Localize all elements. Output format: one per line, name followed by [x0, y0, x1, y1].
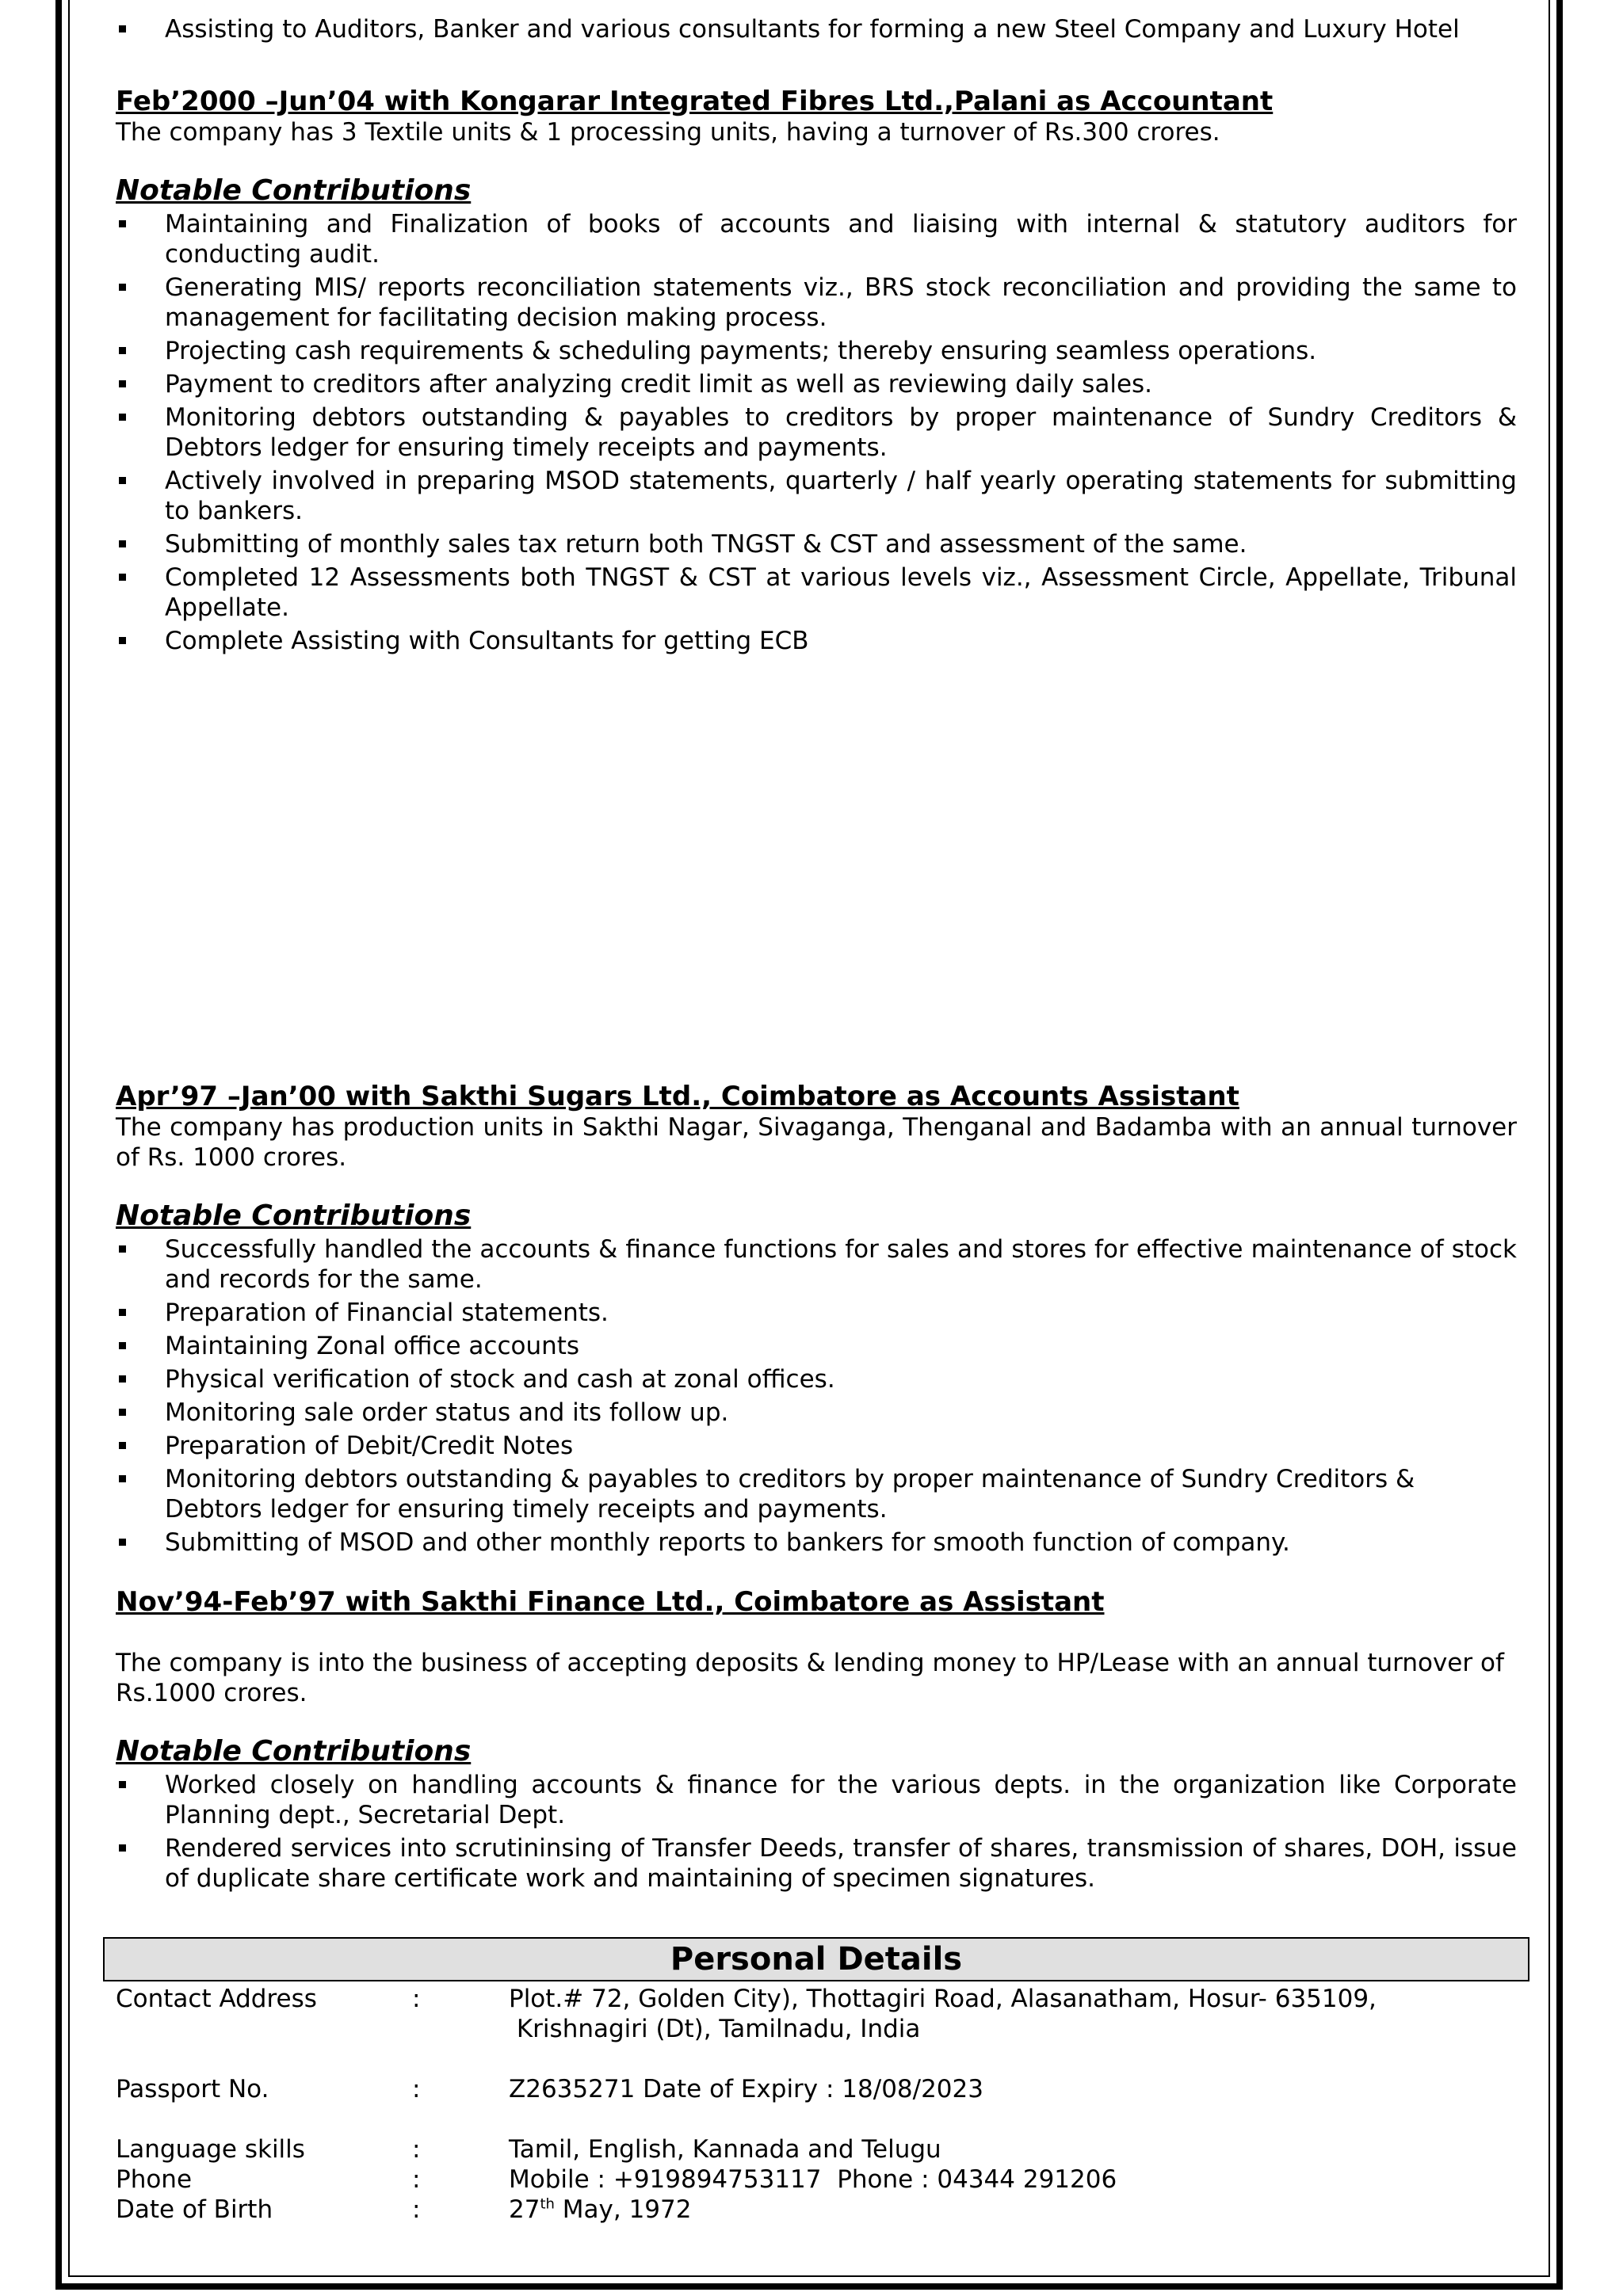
- list-item: Actively involved in preparing MSOD statements, quarterly / half yearly operating statements for submitting to bankers.: [116, 466, 1517, 526]
- phone-row: [116, 2164, 1526, 2195]
- contributions-list: [116, 209, 1517, 656]
- list-item: Assisting to Auditors, Banker and various consultants for forming a new Steel Company and Luxury Hotel: [116, 14, 1517, 44]
- personal-details-table: [116, 1984, 1526, 2225]
- list-item: Payment to creditors after analyzing credit limit as well as reviewing daily sales.: [116, 369, 1517, 399]
- passport-label: Passport No.: [116, 2075, 269, 2103]
- language-label: Language skills: [116, 2135, 305, 2164]
- dob-label: Date of Birth: [116, 2195, 273, 2224]
- list-item: Rendered services into scrutininsing of Transfer Deeds, transfer of shares, transmission of shares, DOH, issue of duplicate share certificate work and maintaining of specimen signatures.: [116, 1833, 1517, 1894]
- colon: :: [412, 2135, 421, 2164]
- address-row: [116, 1984, 1526, 2014]
- list-item: Maintaining and Finalization of books of accounts and liaising with internal & statutory auditors for conducting audit.: [116, 209, 1517, 269]
- address-line-2: Krishnagiri (Dt), Tamilnadu, India: [509, 2015, 921, 2043]
- list-item: Monitoring debtors outstanding & payables to creditors by proper maintenance of Sundry Creditors & Debtors ledger for ensuring timely receipts and payments.: [116, 402, 1517, 463]
- list-item: Preparation of Financial statements.: [116, 1298, 1517, 1328]
- dob-suffix: th: [540, 2195, 555, 2213]
- resume-content: [116, 14, 1517, 1893]
- notable-contributions-heading: Notable Contributions: [116, 174, 472, 207]
- list-item: Generating MIS/ reports reconciliation statements viz., BRS stock reconciliation and providing the same to management for facilitating decision making process.: [116, 273, 1517, 333]
- job-title: Nov’94-Feb’97 with Sakthi Finance Ltd., Coimbatore as Assistant: [116, 1586, 1105, 1618]
- colon: :: [412, 2195, 421, 2224]
- personal-details-heading: Personal Details: [103, 1937, 1529, 1981]
- dob-day: 27: [509, 2195, 540, 2224]
- job-section-sakthi-sugars: [116, 1081, 1517, 1897]
- dob-rest: May, 1972: [554, 2195, 692, 2224]
- passport-value: Z2635271 Date of Expiry : 18/08/2023: [509, 2075, 983, 2103]
- job-description: The company has production units in Sakthi Nagar, Sivaganga, Thenganal and Badamba with an annual turnover of Rs. 1000 crores.: [116, 1113, 1517, 1172]
- passport-row: [116, 2074, 1526, 2104]
- contributions-list: [116, 1770, 1517, 1894]
- list-item: Completed 12 Assessments both TNGST & CST at various levels viz., Assessment Circle, Appellate, Tribunal Appellate.: [116, 563, 1517, 623]
- colon: :: [412, 1985, 421, 2013]
- contributions-list: [116, 1234, 1517, 1558]
- top-bullet-list: [116, 14, 1517, 44]
- list-item: Submitting of monthly sales tax return both TNGST & CST and assessment of the same.: [116, 529, 1517, 559]
- language-value: Tamil, English, Kannada and Telugu: [509, 2135, 941, 2164]
- phone-value: Mobile : +919894753117 Phone : 04344 291206: [509, 2165, 1117, 2194]
- phone-label: Phone: [116, 2165, 193, 2194]
- list-item: Physical verification of stock and cash at zonal offices.: [116, 1364, 1517, 1394]
- list-item: Maintaining Zonal office accounts: [116, 1331, 1517, 1361]
- job-description: The company has 3 Textile units & 1 processing units, having a turnover of Rs.300 crores.: [116, 118, 1220, 147]
- colon: :: [412, 2165, 421, 2194]
- list-item: Complete Assisting with Consultants for getting ECB: [116, 626, 1517, 656]
- spacer: [116, 2104, 1526, 2134]
- list-item: Monitoring sale order status and its follow up.: [116, 1398, 1517, 1428]
- address-line-1: Plot.# 72, Golden City), Thottagiri Road, Alasanatham, Hosur- 635109,: [509, 1985, 1377, 2013]
- list-item: Submitting of MSOD and other monthly reports to bankers for smooth function of company.: [116, 1527, 1517, 1558]
- list-item: Monitoring debtors outstanding & payables to creditors by proper maintenance of Sundry Creditors & Debtors ledger for ensuring timely receipts and payments.: [116, 1464, 1517, 1524]
- job-title: Apr’97 –Jan’00 with Sakthi Sugars Ltd., Coimbatore as Accounts Assistant: [116, 1081, 1239, 1112]
- address-row-2: [116, 2014, 1526, 2044]
- list-item: Preparation of Debit/Credit Notes: [116, 1431, 1517, 1461]
- dob-row: [116, 2195, 1526, 2225]
- notable-contributions-heading: Notable Contributions: [116, 1735, 472, 1768]
- job-section-sakthi-finance: [116, 1586, 1517, 1894]
- list-item: Successfully handled the accounts & finance functions for sales and stores for effective maintenance of stock and records for the same.: [116, 1234, 1517, 1295]
- job-section-kongarar: [116, 86, 1517, 656]
- address-label: Contact Address: [116, 1985, 317, 2013]
- spacer: [116, 2044, 1526, 2074]
- job-description: The company is into the business of accepting deposits & lending money to HP/Lease with an annual turnover of Rs.1000 crores.: [116, 1649, 1504, 1707]
- list-item: Projecting cash requirements & scheduling payments; thereby ensuring seamless operations.: [116, 336, 1517, 366]
- colon: :: [412, 2075, 421, 2103]
- notable-contributions-heading: Notable Contributions: [116, 1199, 472, 1232]
- dob-value: [509, 2195, 691, 2225]
- language-row: [116, 2134, 1526, 2164]
- job-title: Feb’2000 –Jun’04 with Kongarar Integrated Fibres Ltd.,Palani as Accountant: [116, 86, 1274, 117]
- list-item: Worked closely on handling accounts & finance for the various depts. in the organization like Corporate Planning dept., Secretarial Dept.: [116, 1770, 1517, 1830]
